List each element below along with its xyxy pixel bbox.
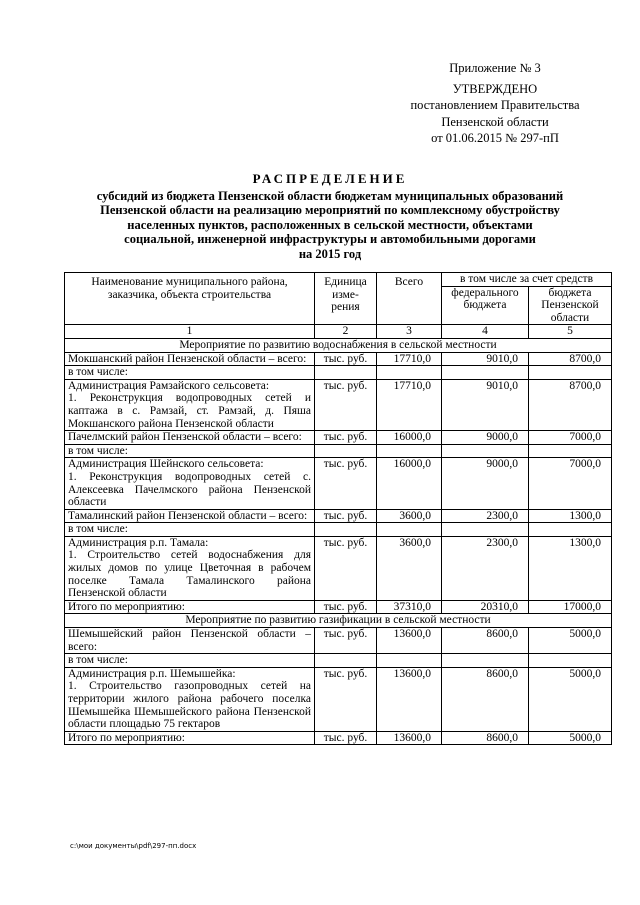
row-name: Итого по мероприятию: (65, 731, 315, 745)
row-name: в том числе: (65, 523, 315, 537)
row-federal: 8600,0 (442, 667, 529, 731)
row-regional: 17000,0 (529, 600, 612, 614)
column-number: 5 (529, 325, 612, 339)
row-regional (529, 654, 612, 668)
row-total: 16000,0 (377, 458, 442, 509)
row-unit: тыс. руб. (315, 628, 377, 654)
section-title: Мероприятие по развитию газификации в сельской местности (65, 614, 612, 628)
row-name: в том числе: (65, 366, 315, 380)
table-row (65, 366, 612, 380)
row-federal: 9000,0 (442, 431, 529, 445)
row-regional: 1300,0 (529, 509, 612, 523)
subsidy-table (64, 272, 612, 745)
row-unit: тыс. руб. (315, 731, 377, 745)
row-total: 13600,0 (377, 628, 442, 654)
table-row (65, 654, 612, 668)
table-row (65, 431, 612, 445)
table-row (65, 444, 612, 458)
column-number: 4 (442, 325, 529, 339)
row-unit: тыс. руб. (315, 667, 377, 731)
approval-date: от 01.06.2015 № 297-пП (431, 131, 559, 145)
table-row (65, 458, 612, 509)
header-regional: бюджета Пензенской области (529, 286, 612, 325)
header-total: Всего (377, 273, 442, 325)
row-unit: тыс. руб. (315, 458, 377, 509)
header-name: Наименование муниципального района, заказчика, объекта строительства (65, 273, 315, 325)
column-number: 1 (65, 325, 315, 339)
table-header-row (65, 273, 612, 287)
row-regional: 5000,0 (529, 667, 612, 731)
row-federal: 9000,0 (442, 458, 529, 509)
row-regional: 8700,0 (529, 352, 612, 366)
row-name: Администрация Рамзайского сельсовета: 1. Реконструкция водопроводных сетей и каптажа в с. Рамзай, ст. Рамзай, д. Пяша Мокшанского района Пензенской области (65, 379, 315, 430)
row-federal: 2300,0 (442, 509, 529, 523)
row-regional: 7000,0 (529, 431, 612, 445)
table-row (65, 523, 612, 537)
annex-number: Приложение № 3 (449, 61, 541, 75)
row-total: 13600,0 (377, 667, 442, 731)
row-unit: тыс. руб. (315, 431, 377, 445)
row-regional: 5000,0 (529, 731, 612, 745)
row-total: 17710,0 (377, 379, 442, 430)
table-row (65, 600, 612, 614)
row-unit: тыс. руб. (315, 379, 377, 430)
row-name: Пачелмский район Пензенской области – всего: (65, 431, 315, 445)
header-including: в том числе за счет средств (442, 273, 612, 287)
approval-line: Пензенской области (441, 114, 549, 129)
approved-label: УТВЕРЖДЕНО (452, 81, 538, 96)
approval-line: постановлением Правительства (410, 98, 580, 112)
row-name: Шемышейский район Пензенской области – всего: (65, 628, 315, 654)
row-federal (442, 523, 529, 537)
row-total: 16000,0 (377, 431, 442, 445)
row-name: Тамалинский район Пензенской области – всего: (65, 509, 315, 523)
row-regional: 8700,0 (529, 379, 612, 430)
row-federal: 2300,0 (442, 536, 529, 600)
row-regional (529, 444, 612, 458)
table-row (65, 509, 612, 523)
title-line: населенных пунктов, расположенных в сельской местности, объектами (127, 217, 533, 232)
row-name: Администрация р.п. Шемышейка: 1. Строительство газопроводных сетей на территории жилого района рабочего поселка Шемышейка Шемышейского района Пензенской области площадью 75 гектаров (65, 667, 315, 731)
row-federal: 8600,0 (442, 731, 529, 745)
header-federal: федерального бюджета (442, 286, 529, 325)
row-regional (529, 523, 612, 537)
file-path-footer: c:\мои документы\pdf\297-пп.docx (70, 842, 197, 850)
table-row (65, 536, 612, 600)
row-name: Администрация р.п. Тамала: 1. Строительство сетей водоснабжения для жилых домов по улице Цветочная в рабочем поселке Тамала Тамалинского района Пензенской области (65, 536, 315, 600)
row-federal (442, 654, 529, 668)
row-federal (442, 444, 529, 458)
column-numbers-row (65, 325, 612, 339)
row-total (377, 523, 442, 537)
row-unit: тыс. руб. (315, 600, 377, 614)
row-total: 3600,0 (377, 509, 442, 523)
title-line: Пензенской области на реализацию мероприятий по комплексному обустройству (100, 203, 560, 218)
title-line: на 2015 год (298, 246, 362, 261)
row-unit (315, 366, 377, 380)
section-row (65, 338, 612, 352)
row-total (377, 366, 442, 380)
title-heading: РАСПРЕДЕЛЕНИЕ (252, 171, 408, 186)
column-number: 3 (377, 325, 442, 339)
row-total: 3600,0 (377, 536, 442, 600)
row-regional: 5000,0 (529, 628, 612, 654)
row-unit: тыс. руб. (315, 352, 377, 366)
row-regional: 1300,0 (529, 536, 612, 600)
row-unit (315, 444, 377, 458)
title-line: субсидий из бюджета Пензенской области бюджетам муниципальных образований (96, 188, 564, 203)
document-title (60, 172, 600, 262)
row-federal: 20310,0 (442, 600, 529, 614)
column-number: 2 (315, 325, 377, 339)
row-federal: 9010,0 (442, 379, 529, 430)
row-name: Мокшанский район Пензенской области – всего: (65, 352, 315, 366)
section-title: Мероприятие по развитию водоснабжения в сельской местности (65, 338, 612, 352)
row-unit (315, 654, 377, 668)
row-name: Администрация Шейнского сельсовета: 1. Реконструкция водопроводных сетей с. Алексеевка Пачелмского района Пензенской области (65, 458, 315, 509)
approval-block (395, 60, 595, 147)
row-federal: 8600,0 (442, 628, 529, 654)
row-unit: тыс. руб. (315, 509, 377, 523)
table-row (65, 379, 612, 430)
row-total: 17710,0 (377, 352, 442, 366)
row-federal (442, 366, 529, 380)
row-name: в том числе: (65, 654, 315, 668)
row-regional (529, 366, 612, 380)
row-unit (315, 523, 377, 537)
table-row (65, 628, 612, 654)
section-row (65, 614, 612, 628)
row-name: в том числе: (65, 444, 315, 458)
row-total: 13600,0 (377, 731, 442, 745)
table-row (65, 352, 612, 366)
row-total (377, 654, 442, 668)
row-regional: 7000,0 (529, 458, 612, 509)
row-federal: 9010,0 (442, 352, 529, 366)
header-unit: Единица изме-рения (315, 273, 377, 325)
row-total (377, 444, 442, 458)
table-row (65, 667, 612, 731)
row-total: 37310,0 (377, 600, 442, 614)
table-row (65, 731, 612, 745)
row-unit: тыс. руб. (315, 536, 377, 600)
title-line: социальной, инженерной инфраструктуры и автомобильными дорогами (124, 232, 536, 247)
row-name: Итого по мероприятию: (65, 600, 315, 614)
